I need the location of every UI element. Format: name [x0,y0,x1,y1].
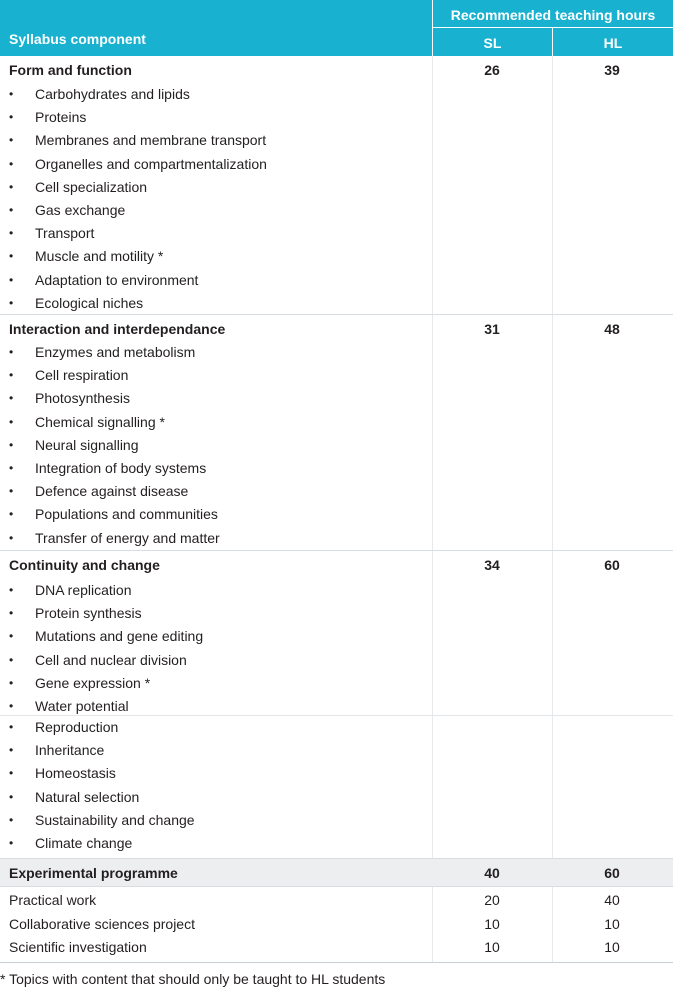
section-hl-hours: 39 [604,62,620,78]
topic-label: Cell specialization [35,178,148,195]
syllabus-component-header: Syllabus component [9,31,146,47]
topic-label: Gas exchange [35,201,126,218]
topic-label: Inheritance [35,742,105,759]
bullet-icon: • [9,507,14,522]
bullet-icon: • [9,606,14,621]
bullet-icon: • [9,110,14,125]
bullet-icon: • [9,583,14,597]
topic-label: Adaptation to environment [35,271,199,288]
bullet-icon: • [9,272,14,287]
section-sl-hours: 34 [484,557,500,573]
topic-label: Reproduction [35,719,119,735]
bullet-icon: • [9,530,14,545]
topic-label: Enzymes and metabolism [35,344,196,360]
row-label: Scientific investigation [9,939,147,955]
bullet-icon: • [9,720,14,734]
bullet-icon: • [9,249,14,264]
bullet-icon: • [9,226,14,241]
bullet-icon: • [9,835,14,850]
section-title: Continuity and change [9,557,160,573]
topic-label: Photosynthesis [35,390,130,407]
section-title: Form and function [9,62,132,78]
section-sl-hours: 26 [484,62,500,78]
section-title: Interaction and interdependance [9,321,226,337]
topic-label: Neural signalling [35,436,139,453]
topic-label: Protein synthesis [35,605,142,622]
section-hl-hours: 60 [604,557,620,573]
row-hl-hours: 10 [604,916,620,932]
hl-header: HL [552,28,673,56]
section-continuity-and-change [0,551,673,858]
topic-label: Populations and communities [35,506,218,523]
topic-label: Muscle and motility * [35,248,164,265]
row-label: Practical work [9,892,97,908]
section-hl-hours: 60 [604,865,620,881]
bullet-icon: • [9,87,14,101]
bullet-icon: • [9,345,14,359]
topic-label: Chemical signalling * [35,413,165,430]
section-sl-hours: 31 [484,321,500,337]
bullet-icon: • [9,629,14,644]
bullet-icon: • [9,484,14,499]
bullet-icon: • [9,202,14,217]
table-row [0,913,673,936]
teaching-hours-header: Recommended teaching hours [432,0,673,28]
topic-label: Cell respiration [35,367,129,384]
topic-label: Sustainability and change [35,811,195,828]
topic-label: Natural selection [35,788,140,805]
section-interaction-and-interdependance [0,315,673,551]
sl-header: SL [432,28,552,56]
bullet-icon: • [9,698,14,713]
section-hl-hours: 48 [604,321,620,337]
section-sl-hours: 40 [484,865,500,881]
bullet-icon: • [9,460,14,475]
topic-label: Defence against disease [35,483,189,500]
bullet-icon: • [9,766,14,781]
bullet-icon: • [9,652,14,667]
section-form-and-function [0,56,673,315]
bullet-icon: • [9,179,14,194]
topic-label: Mutations and gene editing [35,628,204,645]
table-row [0,936,673,959]
topic-label: Ecological niches [35,294,144,311]
row-label: Collaborative sciences project [9,916,195,932]
topic-label: Climate change [35,834,133,851]
topic-label: Transport [35,225,95,242]
bullet-icon: • [9,437,14,452]
topic-label: Membranes and membrane transport [35,132,267,149]
bullet-icon: • [9,368,14,383]
topic-label: DNA replication [35,582,132,598]
topic-label: Integration of body systems [35,459,207,476]
topic-label: Organelles and compartmentalization [35,155,267,172]
bullet-icon: • [9,156,14,171]
topic-label: Homeostasis [35,765,116,782]
topic-label: Gene expression * [35,674,151,691]
row-hl-hours: 10 [604,939,620,955]
bullet-icon: • [9,675,14,690]
row-sl-hours: 10 [484,916,500,932]
topic-label: Carbohydrates and lipids [35,86,190,102]
row-sl-hours: 20 [484,892,500,908]
row-sl-hours: 10 [484,939,500,955]
bullet-icon: • [9,295,14,310]
table-header [0,0,673,56]
bullet-icon: • [9,133,14,148]
row-hl-hours: 40 [604,892,620,908]
experimental-programme-row [0,858,673,887]
bullet-icon: • [9,789,14,804]
section-title: Experimental programme [9,865,178,881]
bullet-icon: • [9,812,14,827]
topic-label: Water potential [35,697,129,714]
table-row [0,889,673,912]
table-bottom-border [0,962,673,963]
bullet-icon: • [9,391,14,406]
bullet-icon: • [9,743,14,758]
topic-label: Transfer of energy and matter [35,529,220,546]
footnote: * Topics with content that should only be taught to HL students [0,971,386,987]
topic-label: Proteins [35,109,87,126]
topic-label: Cell and nuclear division [35,651,187,668]
bullet-icon: • [9,414,14,429]
